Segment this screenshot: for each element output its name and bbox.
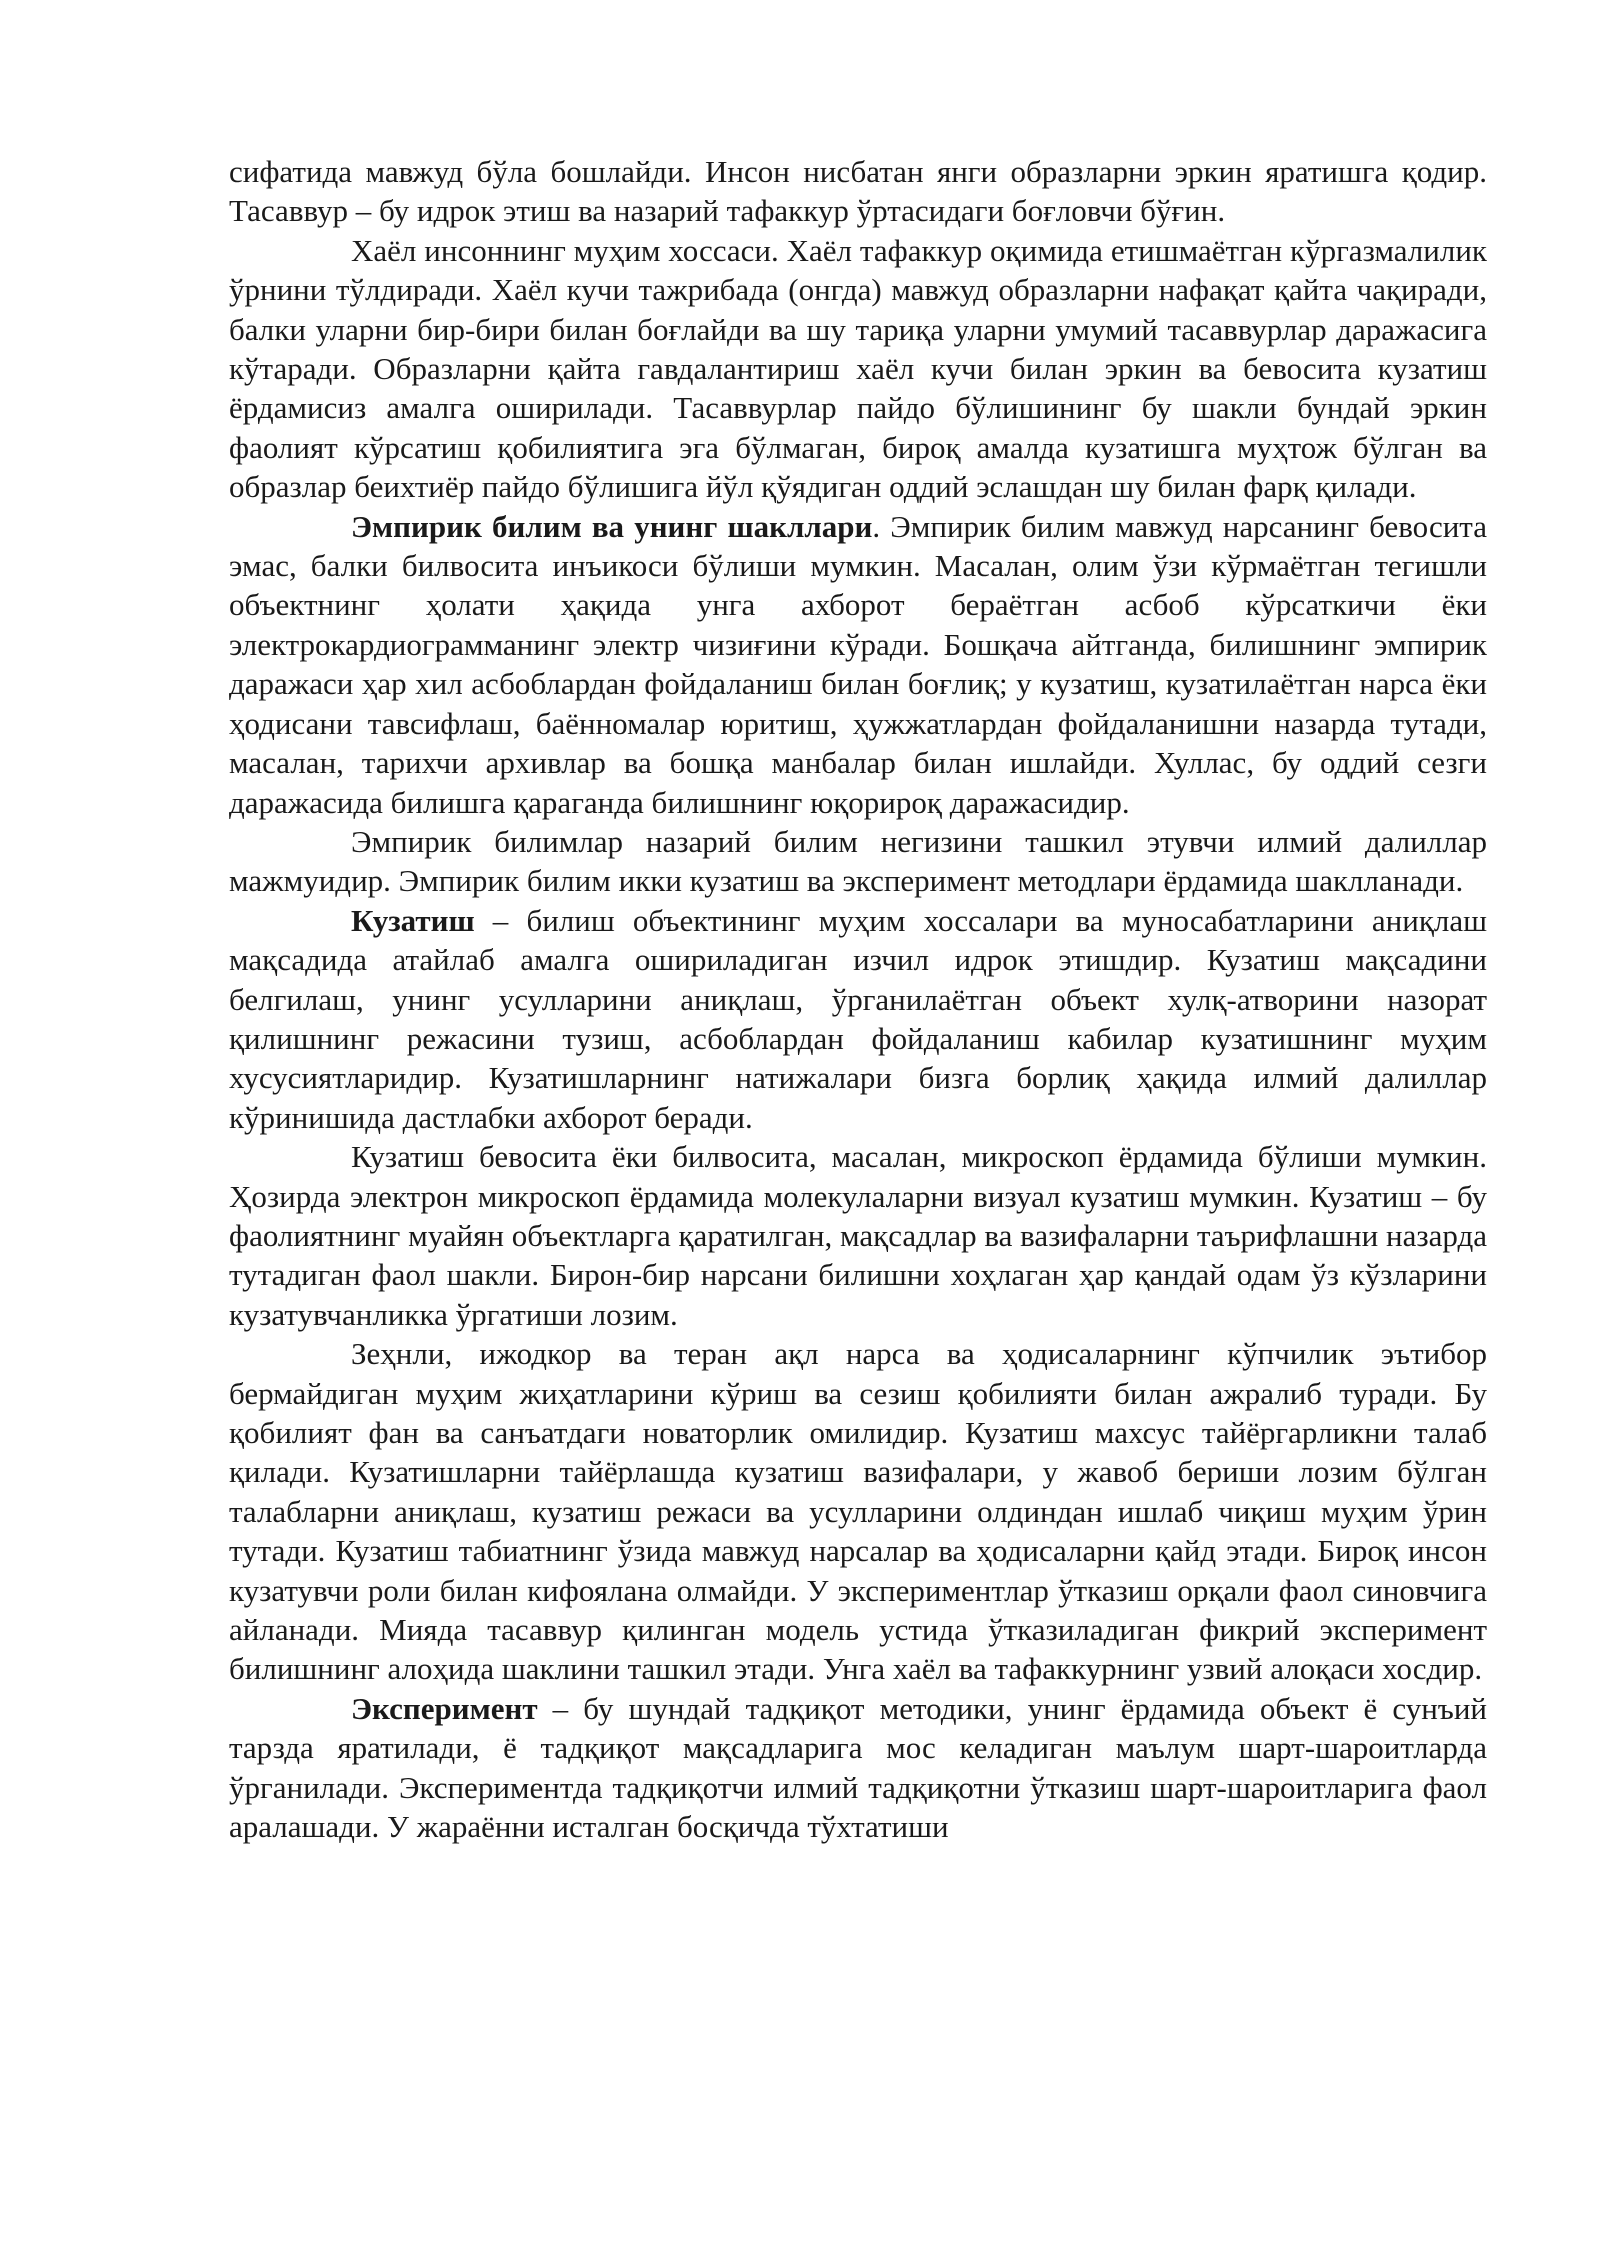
term-experiment: Эксперимент xyxy=(351,1690,538,1726)
paragraph-1 xyxy=(229,152,1487,231)
paragraph-7 xyxy=(229,1334,1487,1689)
paragraph-text: сифатида мавжуд бўла бошлайди. Инсон нисбатан янги образларни эркин яратишга қодир. Тасаввур – бу идрок этиш ва назарий тафаккур ўртасидаги боғловчи бўғин. xyxy=(229,154,1487,229)
term-observation: Кузатиш xyxy=(351,902,475,938)
paragraph-8 xyxy=(229,1689,1487,1847)
paragraph-text: . Эмпирик билим мавжуд нарсанинг бевосита эмас, балки билвосита инъикоси бўлиши мумкин. Масалан, олим ўзи кўрмаётган тегишли объектнинг ҳолати ҳақида унга ахборот бераётган асбоб кўрсаткичи ёки электрокардиограмманинг электр чизиғини кўради. Бошқача айтганда, билишнинг эмпирик даражаси ҳар хил асбоблардан фойдаланиш билан боғлиқ; у кузатиш, кузатилаётган нарса ёки ҳодисани тавсифлаш, баённомалар юритиш, ҳужжатлардан фойдаланишни назарда тутади, масалан, тарихчи архивлар ва бошқа манбалар билан ишлайди. Хуллас, бу оддий сезги даражасида билишга қараганда билишнинг юқорироқ даражасидир. xyxy=(229,508,1487,820)
paragraph-text: Зеҳнли, ижодкор ва теран ақл нарса ва ҳодисаларнинг кўпчилик эътибор бермайдиган муҳим жиҳатларини кўриш ва сезиш қобилияти билан ажралиб туради. Бу қобилият фан ва санъатдаги новаторлик омилидир. Кузатиш махсус тайёргарликни талаб қилади. Кузатишларни тайёрлашда кузатиш вазифалари, у жавоб бериши лозим бўлган талабларни аниқлаш, кузатиш режаси ва усулларини олдиндан ишлаб чиқиш муҳим ўрин тутади. Кузатиш табиатнинг ўзида мавжуд нарсалар ва ҳодисаларни қайд этади. Бироқ инсон кузатувчи роли билан кифоялана олмайди. У экспериментлар ўтказиш орқали фаол синовчига айланади. Мияда тасаввур қилинган модель устида ўтказиладиган фикрий эксперимент билишнинг алоҳида шаклини ташкил этади. Унга хаёл ва тафаккурнинг узвий алоқаси хосдир. xyxy=(229,1336,1487,1687)
paragraph-3 xyxy=(229,507,1487,822)
paragraph-text: Хаёл инсоннинг муҳим хоссаси. Хаёл тафаккур оқимида етишмаётган кўргазмалилик ўрнини тўлдиради. Хаёл кучи тажрибада (онгда) мавжуд образларни нафақат қайта чақиради, балки уларни бир-бири билан боғлайди ва шу тариқа уларни умумий тасаввурлар даражасига кўтаради. Образларни қайта гавдалантириш хаёл кучи билан эркин ва бевосита кузатиш ёрдамисиз амалга оширилади. Тасаввурлар пайдо бўлишининг бу шакли бундай эркин фаолият кўрсатиш қобилиятига эга бўлмаган, бироқ амалда кузатишга муҳтож бўлган ва образлар беихтиёр пайдо бўлишига йўл қўядиган оддий эслашдан шу билан фарқ қилади. xyxy=(229,232,1487,505)
section-heading-empirical-knowledge: Эмпирик билим ва унинг шакллари xyxy=(351,508,873,544)
paragraph-4 xyxy=(229,822,1487,901)
paragraph-text: – бу шундай тадқиқот методики, унинг ёрдамида объект ё сунъий тарзда яратилади, ё тадқиқот мақсадларига мос келадиган маълум шарт-шароитларда ўрганилади. Экспериментда тадқиқотчи илмий тадқиқотни ўтказиш шарт-шароитларига фаол аралашади. У жараённи исталган босқичда тўхтатиши xyxy=(229,1690,1487,1845)
paragraph-5 xyxy=(229,901,1487,1137)
document-page xyxy=(229,152,1487,1846)
paragraph-6 xyxy=(229,1137,1487,1334)
paragraph-2 xyxy=(229,231,1487,507)
paragraph-text: Кузатиш бевосита ёки билвосита, масалан, микроскоп ёрдамида бўлиши мумкин. Ҳозирда электрон микроскоп ёрдамида молекулаларни визуал кузатиш мумкин. Кузатиш – бу фаолиятнинг муайян объектларга қаратилган, мақсадлар ва вазифаларни таърифлашни назарда тутадиган фаол шакли. Бирон-бир нарсани билишни хоҳлаган ҳар қандай одам ўз кўзларини кузатувчанликка ўргатиши лозим. xyxy=(229,1139,1487,1332)
paragraph-text: Эмпирик билимлар назарий билим негизини ташкил этувчи илмий далиллар мажмуидир. Эмпирик билим икки кузатиш ва эксперимент методлари ёрдамида шаклланади. xyxy=(229,823,1487,899)
paragraph-text: – билиш объектининг муҳим хоссалари ва муносабатларини аниқлаш мақсадида атайлаб амалга ошириладиган изчил идрок этишдир. Кузатиш мақсадини белгилаш, унинг усулларини аниқлаш, ўрганилаётган объект хулқ-атворини назорат қилишнинг режасини тузиш, асбоблардан фойдаланиш кабилар кузатишнинг муҳим хусусиятларидир. Кузатишларнинг натижалари бизга борлиқ ҳақида илмий далиллар кўринишида дастлабки ахборот беради. xyxy=(229,902,1487,1135)
